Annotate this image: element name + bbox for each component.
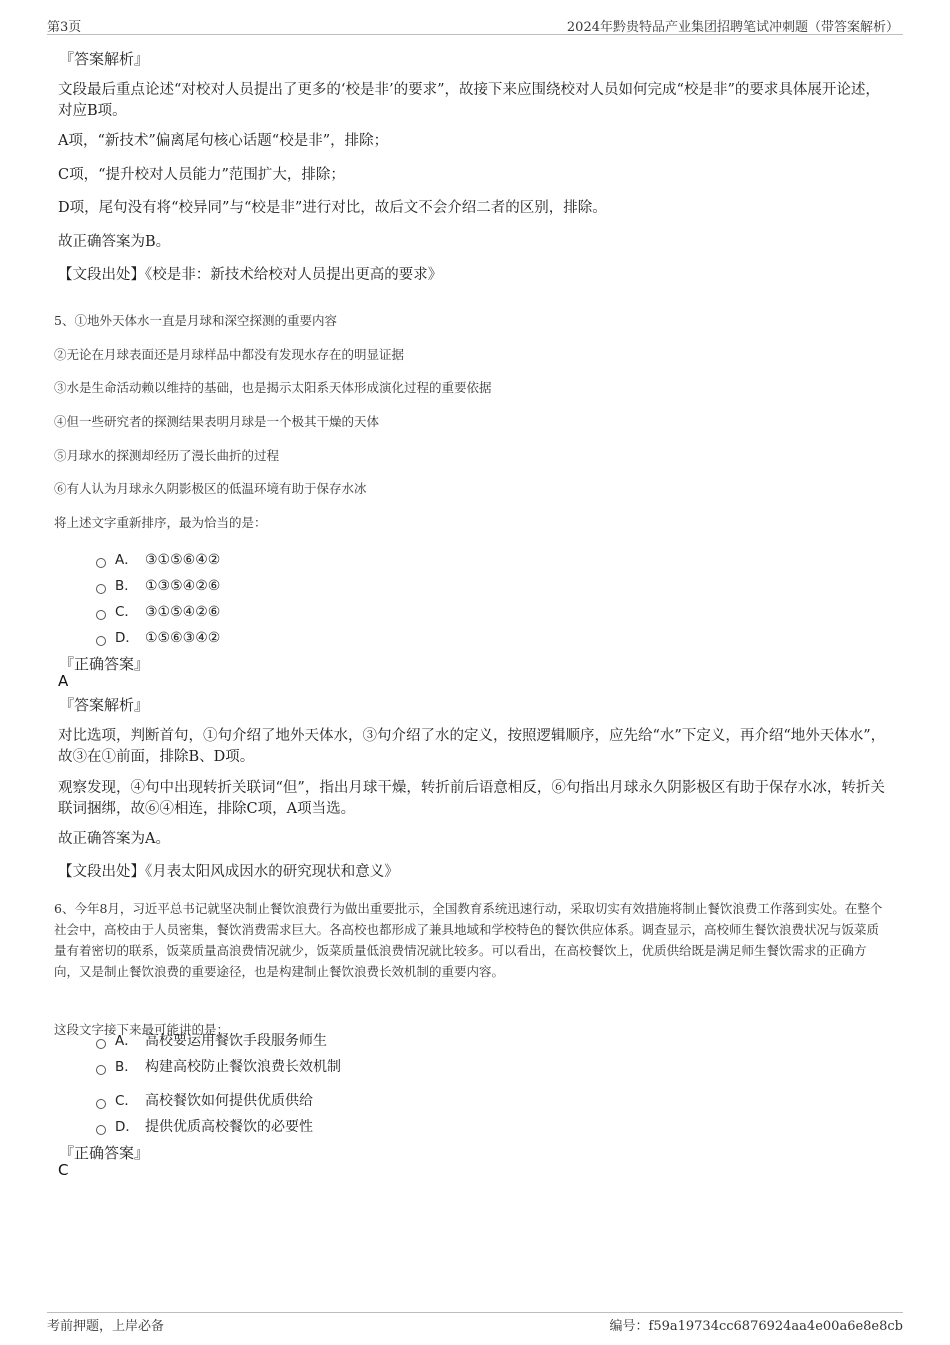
q5-correct-answer: A [58, 672, 69, 690]
q5-analysis-p1: 对比选项，判断首句，①句介绍了地外天体水，③句介绍了水的定义，按照逻辑顺序，应先给“水”下定义，再介绍“地外天体水”，故③在①前面，排除B、D项。 [58, 728, 886, 765]
q5-line-4: ④但一些研究者的探测结果表明月球是一个极其干燥的天体 [54, 414, 380, 429]
q6-option-a[interactable] [96, 1029, 327, 1049]
radio-icon[interactable] [96, 558, 106, 568]
option-letter: D． [115, 1119, 139, 1135]
q5-option-b[interactable] [96, 574, 220, 594]
q4-source: 【文段出处】《校是非：新技术给校对人员提出更高的要求》 [58, 267, 443, 283]
q6-option-b[interactable] [96, 1055, 341, 1075]
q6-correct-label: 『正确答案』 [59, 1144, 150, 1162]
radio-icon[interactable] [96, 610, 106, 620]
q5-line-5: ⑤月球水的探测却经历了漫长曲折的过程 [54, 448, 280, 463]
option-text: 高校餐饮如何提供优质供给 [145, 1093, 313, 1109]
q6-option-d[interactable] [96, 1115, 313, 1135]
q4-analysis-p4: D项，尾句没有将“校异同”与“校是非”进行对比，故后文不会介绍二者的区别，排除。 [58, 200, 607, 216]
option-text: ③①⑤④②⑥ [145, 604, 221, 620]
q5-option-d[interactable] [96, 626, 220, 646]
radio-icon[interactable] [96, 584, 106, 594]
radio-icon[interactable] [96, 636, 106, 646]
radio-icon[interactable] [96, 1065, 106, 1075]
page-header [47, 14, 903, 35]
option-text: ③①⑤⑥④② [145, 552, 221, 568]
q6-stem: 6、今年8月，习近平总书记就坚决制止餐饮浪费行为做出重要批示，全国教育系统迅速行动，采取切实有效措施将制止餐饮浪费工作落到实处。在整个社会中，高校由于人员密集，餐饮消费需求巨大。各高校也都形成了兼具地域和学校特色的餐饮供应体系。调查显示，高校师生餐饮浪费状况与饭菜质量有着密切的联系，饭菜质量高浪费情况就少，饭菜质量低浪费情况就比较多。可以看出，在高校餐饮上，优质供给既是满足师生餐饮需求的正确方向，又是制止餐饮浪费的重要途径，也是构建制止餐饮浪费长效机制的重要内容。 [54, 901, 883, 979]
footer-slogan: 考前押题，上岸必备 [47, 1319, 165, 1334]
radio-icon[interactable] [96, 1125, 106, 1135]
option-letter: C． [115, 1093, 138, 1109]
option-text: ①⑤⑥③④② [145, 630, 221, 646]
document-title: 2024年黔贵特品产业集团招聘笔试冲刺题（带答案解析） [566, 20, 899, 35]
q5-prompt: 将上述文字重新排序，最为恰当的是： [54, 515, 267, 530]
q5-option-c[interactable] [96, 600, 220, 620]
q5-analysis-p2: 观察发现，④句中出现转折关联词“但”，指出月球干燥，转折前后语意相反，⑥句指出月球永久阴影极区有助于保存水冰，转折关联词捆绑，故⑥④相连，排除C项，A项当选。 [58, 780, 885, 817]
q6-option-c[interactable] [96, 1089, 313, 1109]
q5-line-6: ⑥有人认为月球永久阴影极区的低温环境有助于保存水冰 [54, 481, 367, 496]
page-footer [47, 1312, 903, 1335]
radio-icon[interactable] [96, 1099, 106, 1109]
q4-analysis-p1: 文段最后重点论述“对校对人员提出了更多的‘校是非’的要求”，故接下来应围绕校对人员如何完成“校是非”的要求具体展开论述，对应B项。 [58, 82, 880, 119]
q5-line-3: ③水是生命活动赖以维持的基础，也是揭示太阳系天体形成演化过程的重要依据 [54, 380, 492, 395]
q6-correct-answer: C [58, 1161, 69, 1179]
q6-prompt: 这段文字接下来最可能讲的是： [54, 1022, 230, 1037]
q4-analysis-p3: C项，“提升校对人员能力”范围扩大，排除； [58, 167, 345, 183]
q5-analysis-p3: 故正确答案为A。 [58, 831, 170, 847]
option-text: 构建高校防止餐饮浪费长效机制 [145, 1059, 341, 1075]
option-letter: B． [115, 578, 138, 594]
q4-analysis-p5: 故正确答案为B。 [58, 234, 171, 250]
option-letter: B． [115, 1059, 138, 1075]
q5-analysis-label: 『答案解析』 [59, 696, 150, 714]
q5-correct-label: 『正确答案』 [59, 655, 150, 673]
option-letter: D． [115, 630, 139, 646]
option-text: 提供优质高校餐饮的必要性 [145, 1119, 313, 1135]
option-text: 高校要运用餐饮手段服务师生 [145, 1033, 327, 1049]
option-letter: A． [115, 552, 138, 568]
radio-icon[interactable] [96, 1039, 106, 1049]
q4-analysis-p2: A项，“新技术”偏离尾句核心话题“校是非”，排除； [58, 133, 389, 149]
q5-source: 【文段出处】《月表太阳风成因水的研究现状和意义》 [58, 864, 399, 880]
option-letter: C． [115, 604, 138, 620]
q5-line-2: ②无论在月球表面还是月球样品中都没有发现水存在的明显证据 [54, 347, 405, 362]
q5-option-a[interactable] [96, 548, 220, 568]
q4-analysis-label: 『答案解析』 [59, 50, 150, 68]
option-letter: A． [115, 1033, 138, 1049]
page-number: 第3页 [47, 20, 82, 35]
q5-line-1: 5、①地外天体水一直是月球和深空探测的重要内容 [54, 313, 337, 328]
document-serial: 编号：f59a19734cc6876924aa4e00a6e8e8cb [609, 1319, 903, 1334]
option-text: ①③⑤④②⑥ [145, 578, 221, 594]
